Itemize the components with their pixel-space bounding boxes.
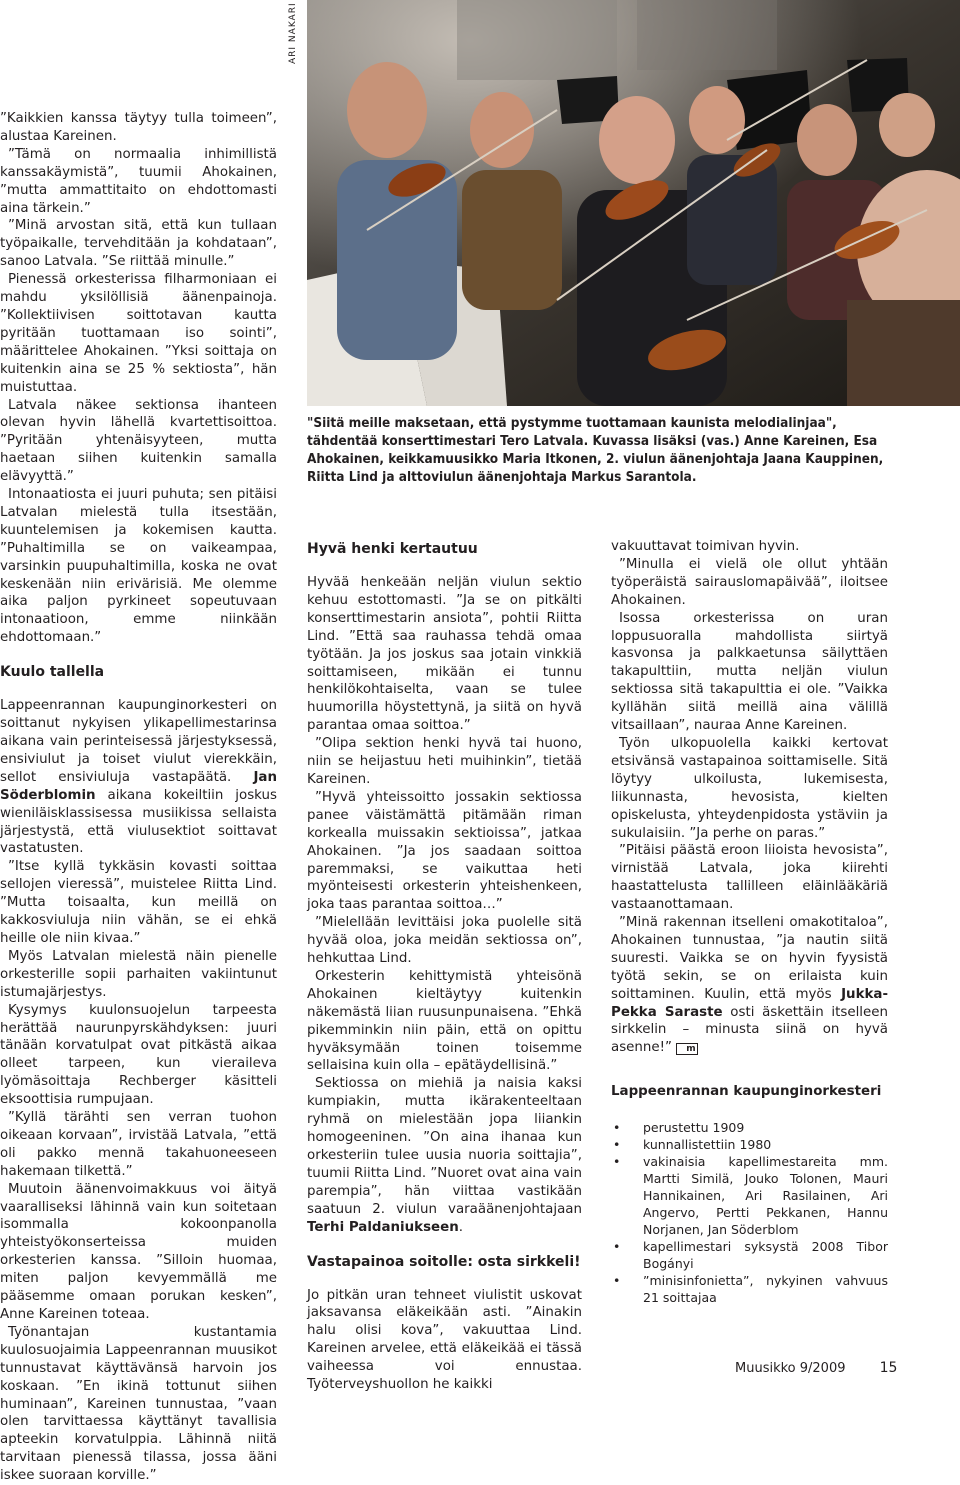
paragraph: Latvala näkee sektionsa ihanteen olevan hyvin lähellä kvartettisoittoa. ”Pyritään yhtenäisyyteen, mutta haetaan siihen kuitenkin samalla elävyyttä.” bbox=[0, 397, 277, 485]
paragraph bbox=[0, 697, 277, 858]
list-item: • kunnallistettiin 1980 bbox=[611, 1136, 888, 1153]
paragraph-text: . bbox=[458, 1219, 464, 1235]
paragraph-text: aikana kokeiltiin joskus wieniläisklassisessa musiikissa sellaista järjestystä, että viulusektiot soittavat vastatusten. bbox=[0, 787, 277, 857]
paragraph bbox=[611, 914, 888, 1057]
paragraph: ”Itse kyllä tykkäsin kovasti soittaa sellojen vieressä”, muistelee Riitta Lind. ”Mutta toisaalta, kun meillä on kakkosviuluja niin vähän, se ei ehkä heille ole niin kivaa.” bbox=[0, 859, 277, 946]
paragraph-text: ”Minä rakennan itselleni omakotitaloa”, Ahokainen tunnustaa, ”ja nautin siitä suuresti. Vaikka se on hyvin fyysistä työtä sekin, se on erilaista kuin soittaminen. Kuulin, että myös bbox=[611, 915, 888, 1002]
page-footer bbox=[735, 1360, 897, 1376]
page-number: 15 bbox=[879, 1360, 898, 1376]
paragraph: ”Mielellään levittäisi joka puolelle sitä hyvää oloa, joka meidän sektiossa on”, hehkuttaa Lind. bbox=[307, 915, 582, 967]
paragraph: Pienessä orkesterissa filharmoniaan ei mahdu yksilöllisiä äänenpainoja. ”Kollektiivisen soittotavan kautta pyritään tuottamaan iso sointi”, määrittelee Ahokainen. ”Yksi soittaja on kuitenkin aina se 25 % sektiosta”, hän muistuttaa. bbox=[0, 272, 277, 395]
paragraph: ”Olipa sektion henki hyvä tai huono, niin se heijastuu heti muihinkin”, tietää Kareinen. bbox=[307, 736, 582, 787]
person-name: Jukka-Pekka Saraste bbox=[611, 986, 888, 1020]
paragraph: Hyvää henkeään neljän viulun sektio kehuu estottomasti. ”Ja se on pitkälti konserttimestarin ansiota”, pohtii Riitta Lind. ”Että saa rauhassa tehdä omaa työtään. Ja jos joskus saa jotain vinkkiä soittamiseen, mikään ei tunnu henkilökohtaiselta, vaan se tulee huumorilla höystettynä, ja siitä on hyvä parantaa omaa soittoa.” bbox=[307, 575, 582, 734]
section-heading: Vastapainoa soitolle: osta sirkkeli! bbox=[307, 1253, 581, 1270]
photo-caption: "Siitä meille maksetaan, että pystymme tuottamaan kaunista melodialinjaa", tähdentää konserttimestari Tero Latvala. Kuvassa lisäksi (vas.) Anne Kareinen, Esa Ahokainen, keikkamuusikko Maria Itkonen, 2. viulun äänenjohtaja Jaana Kauppinen, Riitta Lind ja alttoviulun äänenjohtaja Markus Sarantola. bbox=[307, 415, 884, 485]
column-1 bbox=[0, 110, 277, 1485]
list-item: • vakinaisia kapellimestareita mm. Martti Similä, Jouko Tolonen, Mauri Hannikainen, Ari Rasilainen, Ari Angervo, Pertti Pekkanen, Hannu Norjanen, Jan Söderblom bbox=[611, 1153, 888, 1238]
violinists-image bbox=[307, 0, 960, 406]
info-box-title: Lappeenrannan kaupunginorkesteri bbox=[611, 1084, 882, 1100]
paragraph: vakuuttavat toimivan hyvin. bbox=[611, 539, 800, 554]
column-2 bbox=[307, 540, 582, 1394]
paragraph-text: Lappeenrannan kaupunginorkesteri on soittanut nykyisen ylikapellimestarinsa aikana vain perinteisessä järjestyksessä, ensiviulut ja toiset viulut vierekkäin, sellot ensiviuluja vastapäätä. bbox=[0, 698, 277, 785]
column-3 bbox=[611, 538, 888, 1306]
paragraph: ”Hyvä yhteissoitto jossakin sektiossa panee väistämättä pitämään riman korkealla muissakin sektioissa”, jatkaa Ahokainen. ”Ja jos saadaan soittoa paremmaksi, se vaikuttaa heti myönteisesti orkesterin yhteishenkeen, joka taas parantaa soittoa…” bbox=[307, 789, 582, 913]
paragraph: ”Minä arvostan sitä, että kun tullaan työpaikalle, tervehditään ja kohdataan”, sanoo Latvala. ”Se riittää minulle.” bbox=[0, 218, 277, 270]
photo-credit: ARI NAKARI bbox=[288, 2, 298, 64]
section-heading: Kuulo tallella bbox=[0, 664, 105, 681]
list-item: • ”minisinfonietta”, nykyinen vahvuus 21 soittajaa bbox=[611, 1272, 888, 1306]
magazine-issue: Muusikko 9/2009 bbox=[735, 1361, 846, 1376]
paragraph-text: Sektiossa on miehiä ja naisia kaksi kumpiakin, mutta ikärakenteeltaan ryhmä on mielestään jopa liiankin homogeeninen. ”On aina ihanaa kun orkesteriin tulee uusia nuoria soittajia”, tuumii Riitta Lind. ”Nuoret ovat aina vain parempia”, hän viittaa vastikään saatuun 2. viulun varaäänenjohtajaan bbox=[307, 1076, 582, 1217]
list-item: • kapellimestari syksystä 2008 Tibor Bogányi bbox=[611, 1238, 888, 1272]
paragraph: Isossa orkesterissa on uran loppusuoralla mahdollista siirtyä kasvonsa ja palkkaetunsa säilyttäen takapulttiin, mutta neljän viulun sektiossa sitä takapulttia ei ole. ”Vaikka kyllähän siitä meillä aina välillä vitsaillaan”, nauraa Anne Kareinen. bbox=[611, 610, 888, 734]
orchestra-photo bbox=[307, 0, 960, 406]
paragraph: Orkesterin kehittymistä yhteisönä Ahokainen kieltäytyy kuitenkin näkemästä liian ruusunpunaisena. ”Ehkä pikemminkin niin päin, että on opittu hyväksymään toinen toisemme sellaisina kuin olla – epätäydellisinä.” bbox=[307, 968, 582, 1074]
person-name: Terhi Paldaniukseen bbox=[307, 1219, 459, 1235]
paragraph: Jo pitkän uran tehneet viulistit uskovat jaksavansa eläkeikään asti. ”Ainakin halu olisi kova”, vakuuttaa Lind. Kareinen arvelee, että eläkeikää ei tässä vaiheessa voi ennustaa. Työterveyshuollon he kaikki bbox=[307, 1287, 582, 1393]
facts-list bbox=[611, 1119, 888, 1306]
paragraph: Myös Latvalan mielestä näin pienelle orkesterille sopii parhaiten vakiintunut istumajärjestys. bbox=[0, 948, 277, 1000]
person-name: Jan Söderblomin bbox=[0, 769, 277, 803]
end-mark-icon: m bbox=[676, 1043, 697, 1055]
paragraph: ”Pitäisi päästä eroon liioista hevosista”, virnistää Latvala, joka kiirehti haastattelusta tallilleen eläinlääkäriä vastaanottamaan. bbox=[611, 843, 888, 913]
paragraph: Intonaatiosta ei juuri puhuta; sen pitäisi Latvalan mielestä tulla itsestään, kuuntelemisen ja kokemisen kautta. ”Puhaltimilla se on vaikeampaa, varsinkin puupuhaltimilla, koska ne ovat keskenään niin erivärisiä. Me olemme aika paljon pyrkineet sopeutuvaan intonaatioon, emme niinkään ehdottomaan.” bbox=[0, 487, 277, 646]
list-item: • perustettu 1909 bbox=[611, 1119, 888, 1136]
paragraph: ”Kaikkien kanssa täytyy tulla toimeen”, alustaa Kareinen. bbox=[0, 111, 277, 144]
paragraph: ”Minulla ei vielä ole ollut yhtään työperäistä sairauslomapäivää”, iloitsee Ahokainen. bbox=[611, 556, 888, 608]
paragraph-text: osti äskettäin itselleen sirkkelin – minusta siinä on hyvä asenne!” bbox=[611, 1004, 888, 1056]
paragraph: Muutoin äänenvoimakkuus voi äityä vaaralliseksi lähinnä vain kun soitetaan isommalla kokoonpanolla yhteistyökonserteissa muiden orkesterien kanssa. ”Silloin huomaa, miten paljon kevyemmällä me pääsemme omaan porukan kesken”, Anne Kareinen toteaa. bbox=[0, 1181, 277, 1322]
section-heading: Hyvä henki kertautuu bbox=[307, 541, 478, 557]
paragraph: ”Kyllä tärähti sen verran tuohon oikeaan korvaan”, irvistää Latvala, ”että oli pakko mennä takahuoneeseen hakemaan tilkettä.” bbox=[0, 1110, 277, 1179]
paragraph: ”Tämä on normaalia inhimillistä kanssakäymistä”, tuumii Ahokainen, ”mutta ammattitaito on ehdottomasti aina tärkein.” bbox=[0, 146, 277, 216]
paragraph: Kysymys kuulonsuojelun tarpeesta herättää naurunpyrskähdyksen: juuri tänään korvatulpat ovat pitkästä aikaa olleet tarpeen, kun vieraileva lyömäsoittaja Rechberger käsitteli eksoottisia rumpujaan. bbox=[0, 1002, 277, 1108]
paragraph: Työnantajan kustantamia kuulosuojaimia Lappeenrannan muusikot tunnustavat käyttävänsä harvoin jos koskaan. ”En ikinä tottunut siihen huminaan”, Kareinen tunnustaa, ”vaan olen tarvittaessa käyttänyt tavallisia apteekin korvatulppia. Lähinnä niitä tarvitaan pienessä tilassa, jossa ääni iskee suoraan korville.” bbox=[0, 1324, 277, 1484]
paragraph bbox=[307, 1075, 582, 1236]
paragraph: Työn ulkopuolella kaikki kertovat etsivänsä vastapainoa soittamiselle. Sitä löytyy ulkoilusta, lukemisesta, liikunnasta, hevosista, kielten opiskelusta, yhteydenpidosta ystäviin ja sukulaisiin. ”Ja perhe on paras.” bbox=[611, 735, 888, 841]
